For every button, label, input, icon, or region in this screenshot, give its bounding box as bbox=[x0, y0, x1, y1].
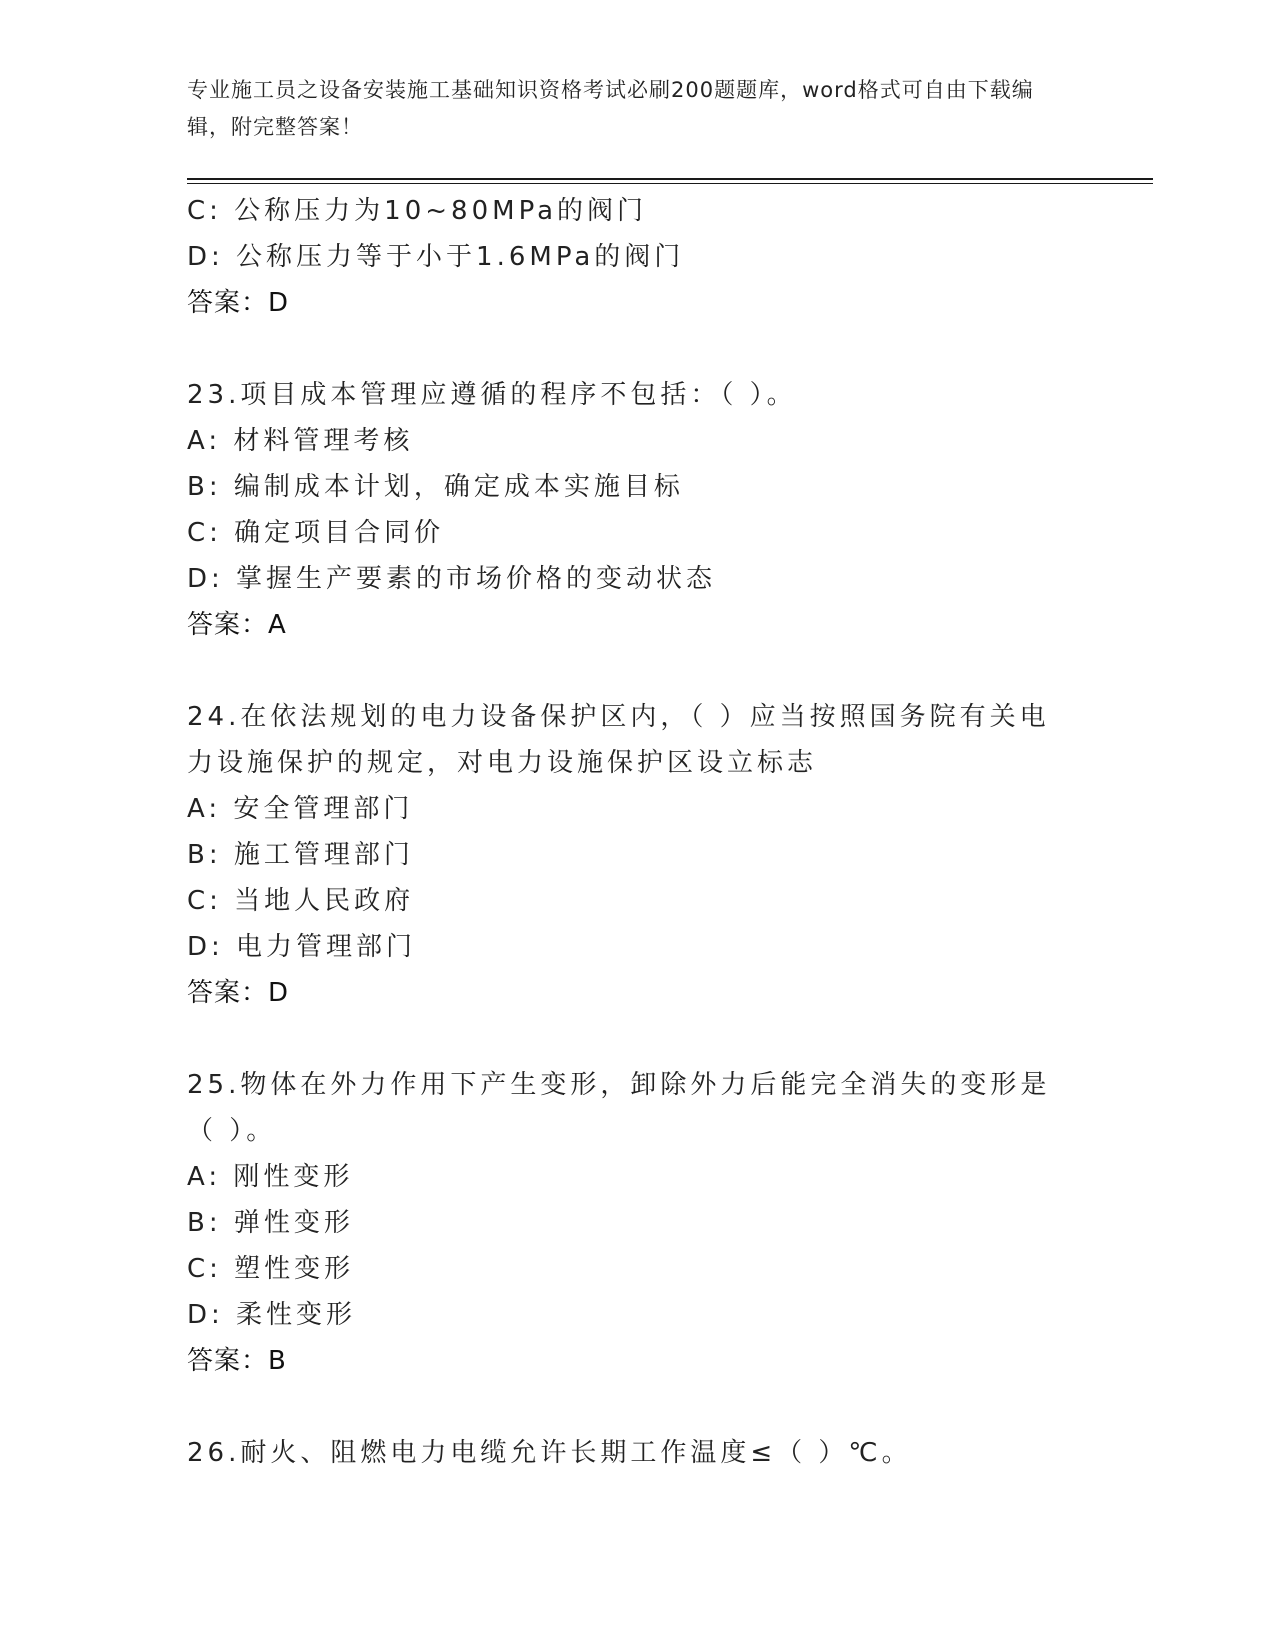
spacer bbox=[187, 1016, 1087, 1062]
question-22-tail bbox=[187, 188, 1087, 326]
question-text: 26.耐火、阻燃电力电缆允许长期工作温度≤（ ）℃。 bbox=[187, 1438, 912, 1468]
answer-line: 答案：B bbox=[187, 1346, 287, 1376]
document-body bbox=[187, 188, 1087, 1476]
option-a: A: 刚性变形 bbox=[187, 1162, 354, 1192]
spacer bbox=[187, 1384, 1087, 1430]
question-24 bbox=[187, 694, 1087, 1016]
option-b: B: 弹性变形 bbox=[187, 1208, 354, 1238]
option-b: B: 编制成本计划，确定成本实施目标 bbox=[187, 472, 684, 502]
option-d: D: 电力管理部门 bbox=[187, 932, 417, 962]
option-b: B: 施工管理部门 bbox=[187, 840, 414, 870]
question-text: 23.项目成本管理应遵循的程序不包括：（ ）。 bbox=[187, 380, 797, 410]
question-23 bbox=[187, 372, 1087, 648]
header-divider-thick bbox=[187, 178, 1153, 180]
spacer bbox=[187, 648, 1087, 694]
option-c: C: 公称压力为10~80MPa的阀门 bbox=[187, 196, 648, 226]
option-d: D: 掌握生产要素的市场价格的变动状态 bbox=[187, 564, 717, 594]
question-25 bbox=[187, 1062, 1087, 1384]
answer-line: 答案：A bbox=[187, 610, 287, 640]
option-c: C: 当地人民政府 bbox=[187, 886, 415, 916]
option-d: D: 柔性变形 bbox=[187, 1300, 357, 1330]
question-text: 25.物体在外力作用下产生变形，卸除外力后能完全消失的变形是（ ）。 bbox=[187, 1070, 1051, 1146]
option-a: A: 安全管理部门 bbox=[187, 794, 414, 824]
question-26 bbox=[187, 1430, 1087, 1476]
document-header: 专业施工员之设备安装施工基础知识资格考试必刷200题题库，word格式可自由下载编辑，附完整答案！ bbox=[187, 78, 1034, 139]
answer-line: 答案：D bbox=[187, 288, 290, 318]
spacer bbox=[187, 326, 1087, 372]
option-a: A: 材料管理考核 bbox=[187, 426, 414, 456]
header-divider-thin bbox=[187, 183, 1153, 184]
question-text: 24.在依法规划的电力设备保护区内，（ ）应当按照国务院有关电力设施保护的规定，对电力设施保护区设立标志 bbox=[187, 702, 1050, 778]
option-c: C: 确定项目合同价 bbox=[187, 518, 445, 548]
option-d: D: 公称压力等于小于1.6MPa的阀门 bbox=[187, 242, 685, 272]
answer-line: 答案：D bbox=[187, 978, 290, 1008]
option-c: C: 塑性变形 bbox=[187, 1254, 355, 1284]
